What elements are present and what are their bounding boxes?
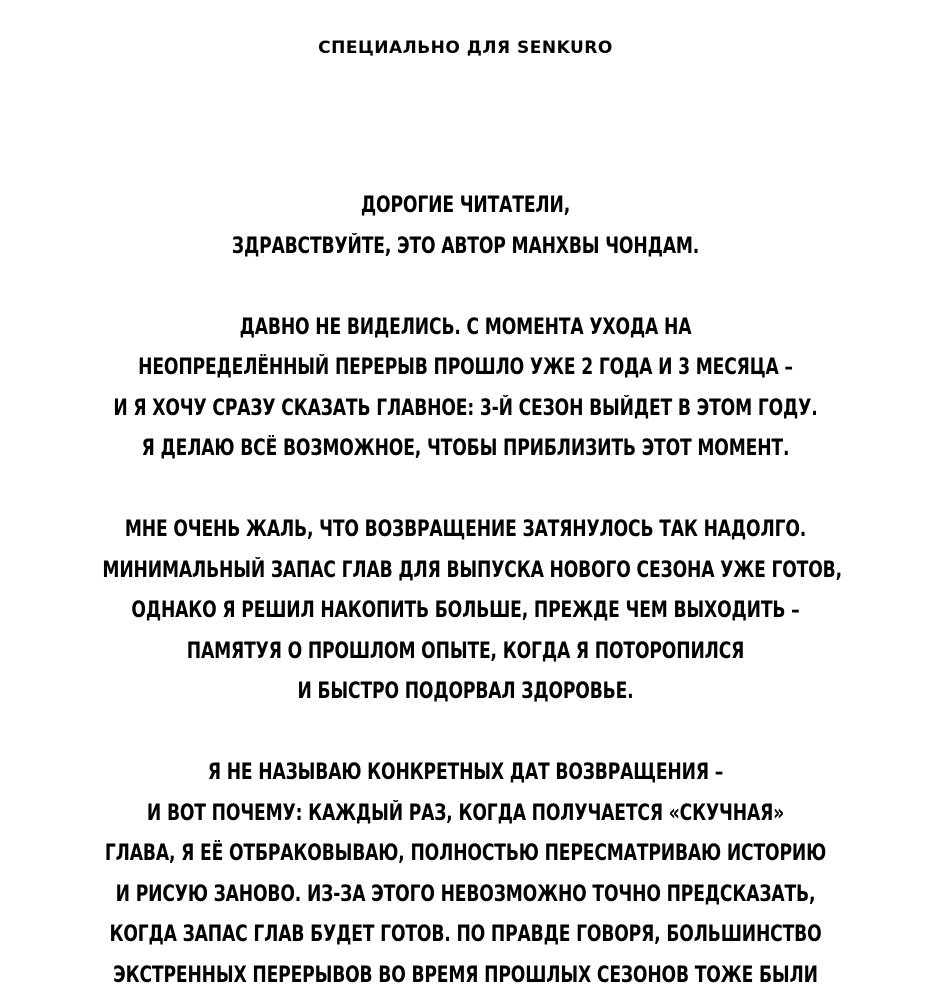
letter-line: И Я ХОЧУ СРАЗУ СКАЗАТЬ ГЛАВНОЕ: 3-Й СЕЗОН ВЫЙДЕТ В ЭТОМ ГОДУ.	[113, 395, 818, 421]
letter-line: НЕОПРЕДЕЛЁННЫЙ ПЕРЕРЫВ ПРОШЛО УЖЕ 2 ГОДА И 3 МЕСЯЦА –	[138, 355, 793, 380]
paragraph-gap	[0, 267, 931, 308]
paragraph-2	[0, 510, 931, 713]
author-letter	[0, 186, 931, 996]
translator-credit: СПЕЦИАЛЬНО ДЛЯ SENKURO	[318, 38, 613, 58]
paragraph-gap	[0, 713, 931, 754]
letter-line: ДАВНО НЕ ВИДЕЛИСЬ. С МОМЕНТА УХОДА НА	[239, 314, 692, 340]
letter-line: ОДНАКО Я РЕШИЛ НАКОПИТЬ БОЛЬШЕ, ПРЕЖДЕ ЧЕМ ВЫХОДИТЬ –	[131, 598, 800, 623]
letter-line: ПАМЯТУЯ О ПРОШЛОМ ОПЫТЕ, КОГДА Я ПОТОРОПИЛСЯ	[186, 638, 745, 664]
letter-line: Я ДЕЛАЮ ВСЁ ВОЗМОЖНОЕ, ЧТОБЫ ПРИБЛИЗИТЬ ЭТОТ МОМЕНТ.	[141, 436, 790, 461]
paragraph-1	[0, 308, 931, 470]
letter-line: ЭКСТРЕННЫХ ПЕРЕРЫВОВ ВО ВРЕМЯ ПРОШЛЫХ СЕЗОНОВ ТОЖЕ БЫЛИ	[113, 962, 818, 988]
letter-line: ЗДРАВСТВУЙТЕ, ЭТО АВТОР МАНХВЫ ЧОНДАМ.	[231, 233, 700, 259]
letter-line: И БЫСТРО ПОДОРВАЛ ЗДОРОВЬЕ.	[297, 679, 634, 704]
paragraph-3	[0, 753, 931, 996]
greeting-block	[0, 186, 931, 267]
letter-line: И ВОТ ПОЧЕМУ: КАЖДЫЙ РАЗ, КОГДА ПОЛУЧАЕТСЯ «СКУЧНАЯ»	[146, 800, 785, 826]
letter-line: ГЛАВА, Я ЕЁ ОТБРАКОВЫВАЮ, ПОЛНОСТЬЮ ПЕРЕСМАТРИВАЮ ИСТОРИЮ	[104, 841, 827, 866]
letter-line: И РИСУЮ ЗАНОВО. ИЗ-ЗА ЭТОГО НЕВОЗМОЖНО ТОЧНО ПРЕДСКАЗАТЬ,	[115, 881, 816, 907]
letter-line: ДОРОГИЕ ЧИТАТЕЛИ,	[360, 193, 571, 218]
letter-line: КОГДА ЗАПАС ГЛАВ БУДЕТ ГОТОВ. ПО ПРАВДЕ ГОВОРЯ, БОЛЬШИНСТВО	[109, 922, 822, 947]
letter-line: Я НЕ НАЗЫВАЮ КОНКРЕТНЫХ ДАТ ВОЗВРАЩЕНИЯ –	[207, 760, 724, 785]
letter-line: МИНИМАЛЬНЫЙ ЗАПАС ГЛАВ ДЛЯ ВЫПУСКА НОВОГО СЕЗОНА УЖЕ ГОТОВ,	[102, 557, 842, 583]
letter-line: МНЕ ОЧЕНЬ ЖАЛЬ, ЧТО ВОЗВРАЩЕНИЕ ЗАТЯНУЛОСЬ ТАК НАДОЛГО.	[124, 517, 807, 542]
paragraph-gap	[0, 470, 931, 511]
